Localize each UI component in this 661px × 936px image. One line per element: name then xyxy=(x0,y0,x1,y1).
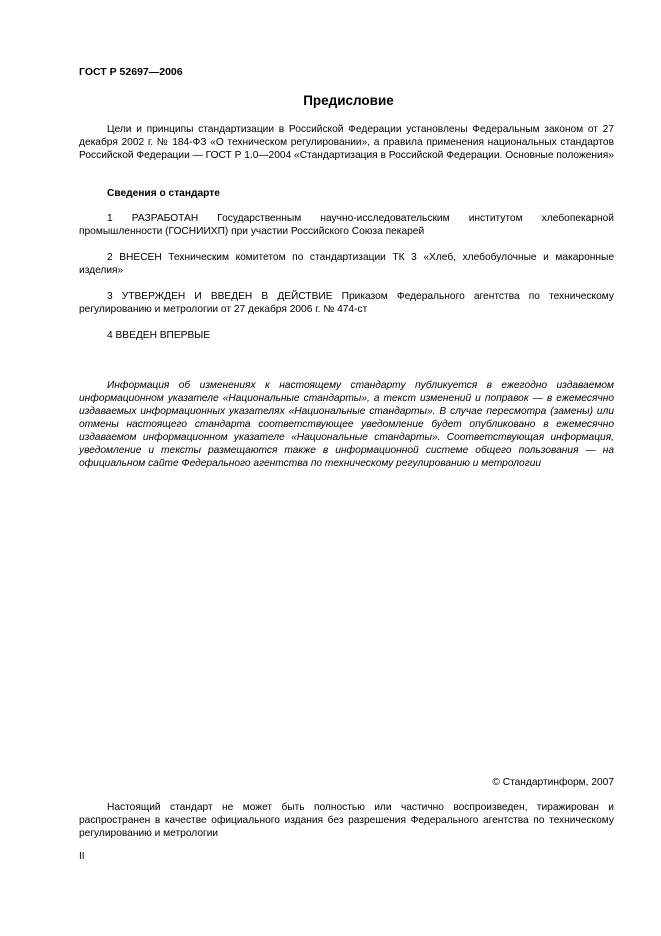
item-approved: 3 УТВЕРЖДЕН И ВВЕДЕН В ДЕЙСТВИЕ Приказом Федерального агентства по техническому регулированию и метрологии от 27 декабря 2006 г. № 474-ст xyxy=(79,291,614,315)
page-title: Предисловие xyxy=(303,93,394,108)
about-standard-heading: Сведения о стандарте xyxy=(107,188,220,199)
intro-paragraph: Цели и принципы стандартизации в Российской Федерации установлены Федеральным законом от 27 декабря 2002 г. № 184-ФЗ «О техническом регулировании», а правила применения национальных стандартов Российской Федерации — ГОСТ Р 1.0—2004 «Стандартизация в Российской Федерации. Основные положения» xyxy=(79,124,614,161)
page-number: II xyxy=(79,851,85,862)
item-first-introduced: 4 ВВЕДЕН ВПЕРВЫЕ xyxy=(107,330,211,341)
item-introduced: 2 ВНЕСЕН Техническим комитетом по стандартизации ТК 3 «Хлеб, хлебобулочные и макаронные изделия» xyxy=(79,252,614,276)
info-notice-paragraph: Информация об изменениях к настоящему стандарту публикуется в ежегодно издаваемом информационном указателе «Национальные стандарты», а текст изменений и поправок — в ежемесячно издаваемых информационных указателях «Национальные стандарты». В случае пересмотра (замены) или отмены настоящего стандарта соответствующее уведомление будет опубликовано в ежемесячно издаваемом информационном указателе «Национальные стандарты». Соответствующая информация, уведомление и тексты размещаются также в информационной системе общего пользования — на официальном сайте Федерального агентства по техническому регулированию и метрологии xyxy=(79,380,614,469)
item-developed: 1 РАЗРАБОТАН Государственным научно-исследовательским институтом хлебопекарной промышленности (ГОСНИИХП) при участии Российского Союза пекарей xyxy=(79,213,614,237)
reproduction-notice-paragraph: Настоящий стандарт не может быть полностью или частично воспроизведен, тиражирован и распространен в качестве официального издания без разрешения Федерального агентства по техническому регулированию и метрологии xyxy=(79,802,614,839)
standard-code: ГОСТ Р 52697—2006 xyxy=(79,66,183,78)
copyright-line: © Стандартинформ, 2007 xyxy=(492,777,614,788)
